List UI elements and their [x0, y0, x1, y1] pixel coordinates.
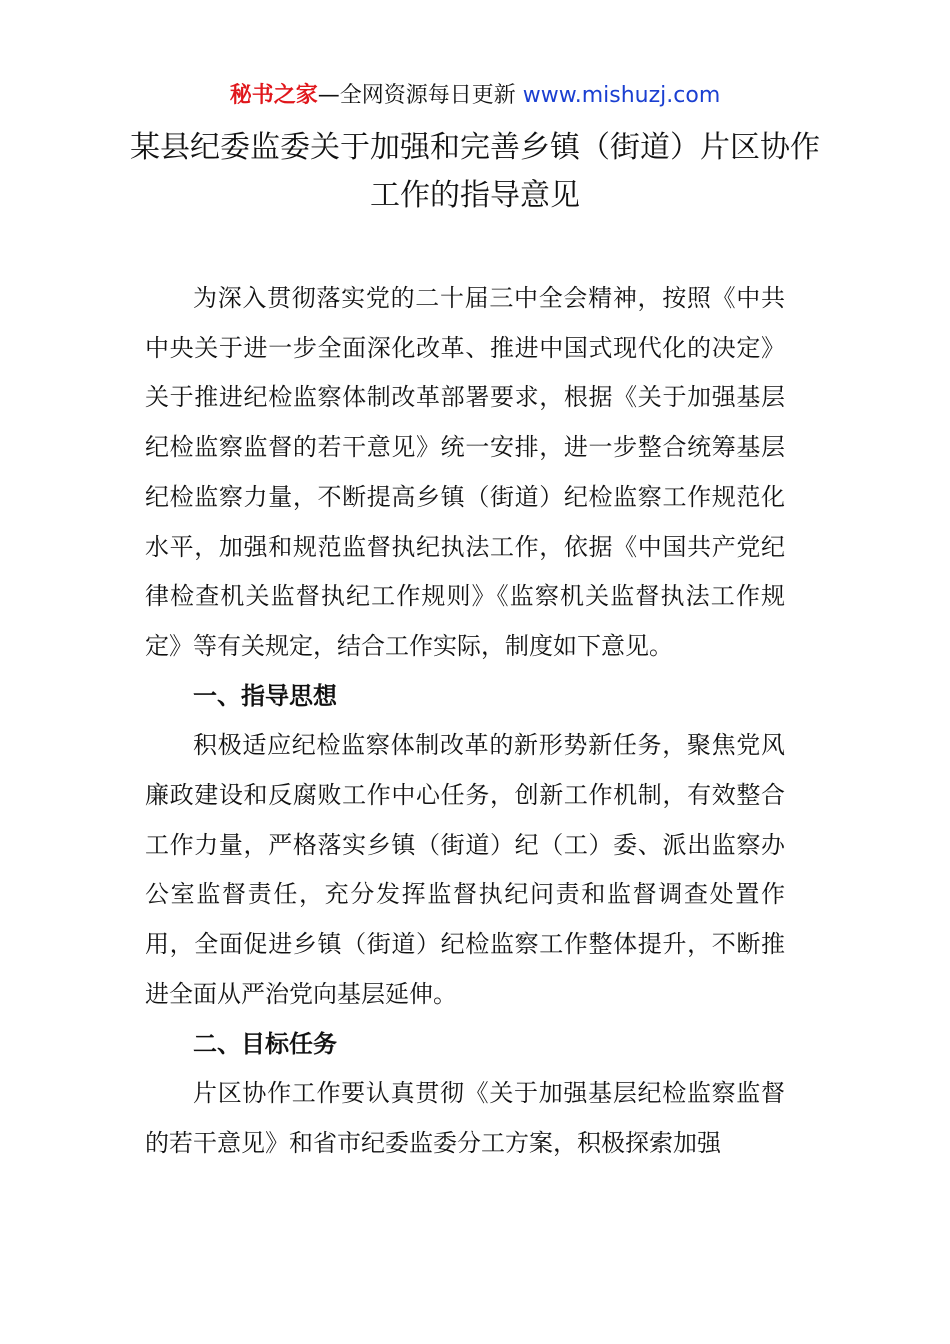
brand-name: 秘书之家	[229, 83, 318, 108]
section-heading-goals-tasks: 二、目标任务	[193, 1029, 337, 1058]
site-header	[0, 80, 950, 112]
document-title: 某县纪委监委关于加强和完善乡镇（街道）片区协作工作的指导意见	[130, 130, 820, 213]
section-paragraph-goals-tasks: 片区协作工作要认真贯彻《关于加强基层纪检监察监督的若干意见》和省市纪委监委分工方案，积极探索加强	[145, 1079, 785, 1157]
section-paragraph-guiding-ideology: 积极适应纪检监察体制改革的新形势新任务，聚焦党风廉政建设和反腐败工作中心任务，创新工作机制，有效整合工作力量，严格落实乡镇（街道）纪（工）委、派出监察办公室监督责任，充分发挥监督执纪问责和监督调查处置作用，全面促进乡镇（街道）纪检监察工作整体提升，不断推进全面从严治党向基层延伸。	[145, 731, 785, 1008]
section-heading-guiding-ideology: 一、指导思想	[193, 681, 337, 710]
intro-paragraph: 为深入贯彻落实党的二十届三中全会精神，按照《中共中央关于进一步全面深化改革、推进中国式现代化的决定》关于推进纪检监察体制改革部署要求，根据《关于加强基层纪检监察监督的若干意见》统一安排，进一步整合统筹基层纪检监察力量，不断提高乡镇（街道）纪检监察工作规范化水平，加强和规范监督执纪执法工作，依据《中国共产党纪律检查机关监督执纪工作规则》《监察机关监督执法工作规定》等有关规定，结合工作实际，制度如下意见。	[145, 284, 785, 660]
document-body	[145, 274, 785, 1169]
site-url-link[interactable]: www.mishuzj.com	[522, 83, 721, 108]
header-tagline: —全网资源每日更新	[317, 83, 516, 108]
